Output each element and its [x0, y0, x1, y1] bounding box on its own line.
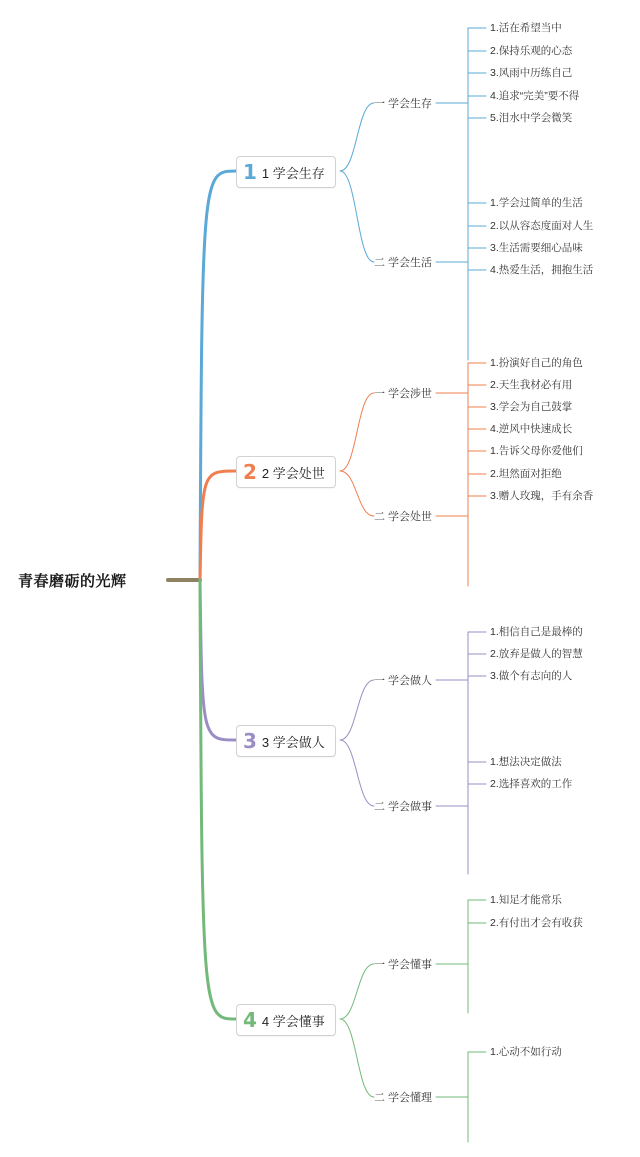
leaf-item[interactable]: 5.泪水中学会微笑: [490, 112, 573, 124]
leaf-item[interactable]: 1.活在希望当中: [490, 22, 562, 34]
leaf-item[interactable]: 1.知足才能常乐: [490, 894, 562, 906]
leaf-item[interactable]: 1.学会过简单的生活: [490, 197, 583, 209]
leaf-item[interactable]: 3.学会为自己鼓掌: [490, 401, 573, 413]
branch-node-4[interactable]: [236, 1004, 336, 1036]
leaf-item[interactable]: 1.心动不如行动: [490, 1046, 562, 1058]
leaf-item[interactable]: 2.选择喜欢的工作: [490, 778, 573, 790]
branch-label-3: 3 学会做人: [261, 734, 325, 750]
subtopic-3-2[interactable]: 二 学会做事: [374, 801, 433, 813]
branch-badge-3: 3: [243, 729, 257, 753]
leaf-item[interactable]: 1.想法决定做法: [490, 756, 562, 768]
leaf-item[interactable]: 3.做个有志向的人: [490, 670, 573, 682]
leaf-item[interactable]: 1.告诉父母你爱他们: [490, 445, 583, 457]
subtopic-3-1[interactable]: 一 学会做人: [374, 675, 433, 687]
subtopic-4-1[interactable]: 一 学会懂事: [374, 959, 433, 971]
leaf-item[interactable]: 4.热爱生活，拥抱生活: [490, 264, 594, 276]
subtopic-2-2[interactable]: 二 学会处世: [374, 511, 433, 523]
branch-node-2[interactable]: [236, 456, 336, 488]
leaf-item[interactable]: 3.赠人玫瑰，手有余香: [490, 490, 594, 502]
leaf-item[interactable]: 4.逆风中快速成长: [490, 423, 573, 435]
leaf-item[interactable]: 1.相信自己是最棒的: [490, 626, 583, 638]
subtopic-2-1[interactable]: 一 学会涉世: [374, 388, 433, 400]
leaf-item[interactable]: 3.风雨中历练自己: [490, 67, 573, 79]
leaf-item[interactable]: 2.保持乐观的心态: [490, 45, 573, 57]
leaf-item[interactable]: 2.以从容态度面对人生: [490, 220, 594, 232]
branch-node-1[interactable]: [236, 156, 336, 188]
branch-label-2: 2 学会处世: [261, 465, 325, 481]
subtopic-1-1[interactable]: 一 学会生存: [374, 98, 433, 110]
leaf-item[interactable]: 3.生活需要细心品味: [490, 242, 583, 254]
leaf-item[interactable]: 1.扮演好自己的角色: [490, 357, 583, 369]
subtopic-4-2[interactable]: 二 学会懂理: [374, 1092, 433, 1104]
leaf-item[interactable]: 2.放弃是做人的智慧: [490, 648, 583, 660]
branch-badge-1: 1: [243, 160, 257, 184]
branch-node-3[interactable]: [236, 725, 336, 757]
branch-label-1: 1 学会生存: [261, 165, 325, 181]
branch-badge-2: 2: [243, 460, 257, 484]
leaf-item[interactable]: 4.追求“完美”要不得: [490, 90, 580, 102]
leaf-item[interactable]: 2.有付出才会有收获: [490, 917, 583, 929]
branch-label-4: 4 学会懂事: [261, 1013, 325, 1029]
subtopic-1-2[interactable]: 二 学会生活: [374, 257, 433, 269]
leaf-item[interactable]: 2.坦然面对拒绝: [490, 468, 562, 480]
root-topic[interactable]: 青春磨砺的光辉: [18, 573, 127, 590]
branch-badge-4: 4: [243, 1008, 257, 1032]
leaf-item[interactable]: 2.天生我材必有用: [490, 379, 573, 391]
